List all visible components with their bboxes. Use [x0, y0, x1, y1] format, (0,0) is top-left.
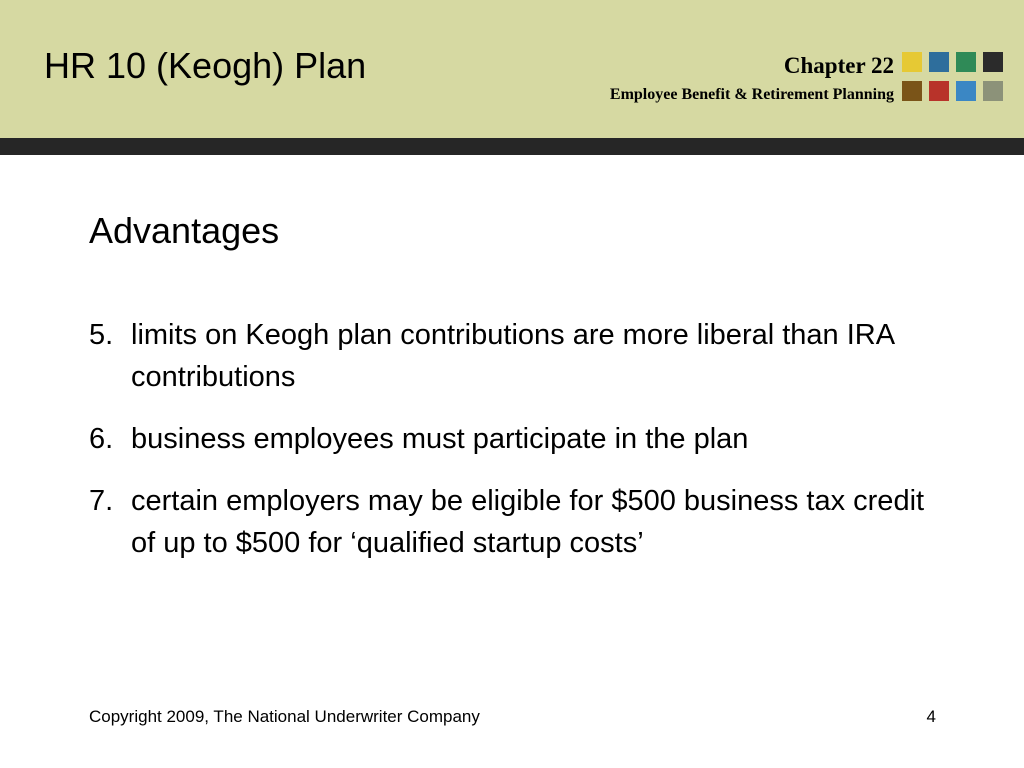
- item-text: limits on Keogh plan contributions are more liberal than IRA contributions: [131, 319, 894, 393]
- slide-header: [0, 0, 1024, 138]
- item-text: certain employers may be eligible for $500 business tax credit of up to $500 for ‘qualified startup costs’: [131, 485, 925, 559]
- color-tile: [902, 81, 922, 101]
- course-label: Employee Benefit & Retirement Planning: [609, 86, 894, 103]
- item-text: business employees must participate in the plan: [131, 423, 749, 455]
- item-number: 6.: [89, 423, 114, 455]
- item-number: 5.: [89, 319, 114, 351]
- advantages-list: [89, 314, 949, 584]
- chapter-label: Chapter 22: [783, 53, 894, 78]
- color-tile: [983, 81, 1003, 101]
- item-number: 7.: [89, 485, 114, 517]
- color-tile: [956, 81, 976, 101]
- decorative-tiles: [902, 52, 1006, 104]
- slide-title: HR 10 (Keogh) Plan: [44, 45, 367, 86]
- page-number: 4: [926, 707, 936, 726]
- color-tile: [902, 52, 922, 72]
- list-item: [89, 418, 949, 460]
- color-tile: [956, 52, 976, 72]
- list-item: [89, 480, 949, 564]
- footer-copyright: Copyright 2009, The National Underwriter Company: [89, 707, 480, 726]
- list-item: [89, 314, 949, 398]
- color-tile: [983, 52, 1003, 72]
- section-heading: Advantages: [89, 210, 280, 251]
- header-divider-bar: [0, 138, 1024, 155]
- color-tile: [929, 81, 949, 101]
- color-tile: [929, 52, 949, 72]
